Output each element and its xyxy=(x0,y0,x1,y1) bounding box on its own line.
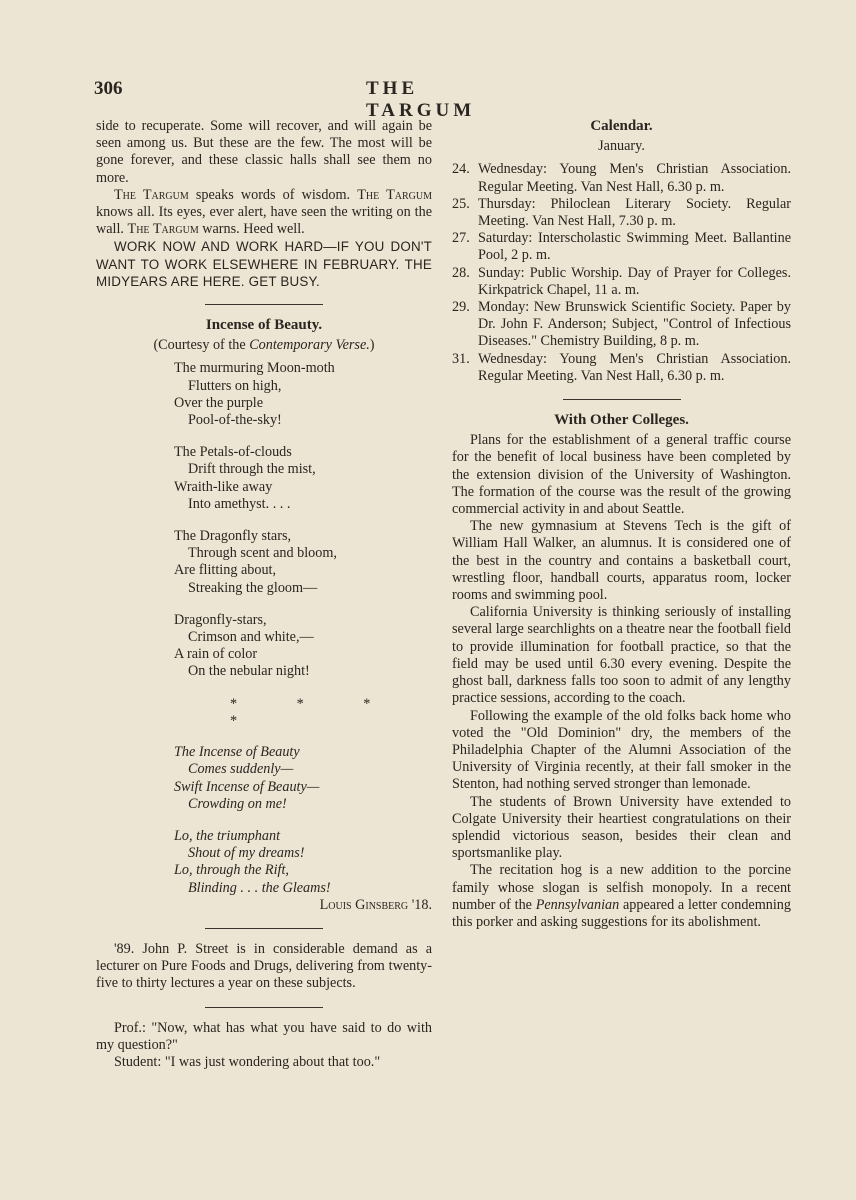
calendar-title: Calendar. xyxy=(590,118,653,134)
divider xyxy=(205,304,323,305)
alumni-note: '89. John P. Street is in considerable demand as a lecturer on Pure Foods and Drugs, delivering from twenty-five to thirty lectures a year on these subjects. xyxy=(96,940,432,992)
joke-prof: Prof.: "Now, what has what you have said to do with my question?" xyxy=(96,1019,432,1053)
section-stars: * * * * xyxy=(230,695,399,729)
page-number: 306 xyxy=(94,78,123,99)
calendar-text: Wednesday: Young Men's Christian Association. Regular Meeting. Van Nest Hall, 6.30 p. m. xyxy=(478,161,791,195)
calendar-date: 28. xyxy=(452,264,470,281)
poem-body xyxy=(174,360,432,896)
poem-line: Wraith-like away xyxy=(174,478,273,495)
poem-line: The Dragonfly stars, xyxy=(174,528,292,545)
right-column xyxy=(452,118,791,931)
joke-student: Student: "I was just wondering about that too." xyxy=(114,1053,381,1070)
poem-author: Louis Ginsberg '18. xyxy=(319,896,432,913)
calendar-date: 24. xyxy=(452,161,470,178)
poem-line: Comes suddenly— xyxy=(188,761,294,778)
page-header xyxy=(94,78,534,121)
poem-line: Crimson and white,— xyxy=(188,629,314,646)
calendar-month: January. xyxy=(598,138,645,155)
poem-line: The Petals-of-clouds xyxy=(174,444,292,461)
calendar-list xyxy=(452,161,791,385)
poem-line: Are flitting about, xyxy=(174,562,277,579)
calendar-entry xyxy=(452,265,791,299)
calendar-entry xyxy=(452,299,791,351)
poem-stanza xyxy=(174,360,432,429)
poem-line: Blinding . . . the Gleams! xyxy=(188,879,331,896)
targum-paragraph: The Targum speaks words of wisdom. The Targum knows all. Its eyes, ever alert, have seen the writing on the wall. The Targum warns. Heed well. xyxy=(96,186,432,238)
calendar-entry xyxy=(452,196,791,230)
poem-title: Incense of Beauty. xyxy=(205,317,323,334)
poem-line: Swift Incense of Beauty— xyxy=(174,778,320,795)
poem-courtesy: (Courtesy of the Contemporary Verse.) xyxy=(153,337,375,354)
intro-paragraph: side to recuperate. Some will recover, and will again be seen among us. But these are the few. The most will be gone forever, and these classic halls shall see them no more. xyxy=(96,118,432,186)
poem-stanza xyxy=(174,612,432,681)
calendar-text: Thursday: Philoclean Literary Society. Regular Meeting. Van Nest Hall, 7.30 p. m. xyxy=(478,195,791,230)
poem-line: Lo, through the Rift, xyxy=(174,862,289,879)
poem-line: The Incense of Beauty xyxy=(174,744,300,761)
divider xyxy=(205,1007,323,1008)
poem-line: A rain of color xyxy=(174,646,258,663)
poem-line: Through scent and bloom, xyxy=(188,545,337,562)
calendar-entry xyxy=(452,161,791,195)
colleges-paragraph: The students of Brown University have extended to Colgate University their heartiest congratulations on their splendid victorious season, besides their clean and sportsmanlike play. xyxy=(452,793,791,862)
poem-line: Flutters on high, xyxy=(188,377,282,394)
poem-line: Drift through the mist, xyxy=(188,461,316,478)
colleges-paragraph: The new gymnasium at Stevens Tech is the gift of William Hall Walker, an alumnus. It is considered one of the best in the country and contains a basketball court, wrestling floor, handball courts, apparatus room, locker rooms and swimming pool. xyxy=(452,518,791,604)
poem-line: Dragonfly-stars, xyxy=(174,611,267,628)
colleges-paragraph: Plans for the establishment of a general traffic course for the benefit of local business have been completed by the extension division of the University of Washington. The formation of the course was the result of the growing commercial activity in and about Seattle. xyxy=(452,432,791,518)
left-column xyxy=(96,118,432,1071)
poem-stanza xyxy=(174,528,432,597)
poem-line: The murmuring Moon-moth xyxy=(174,360,335,377)
calendar-date: 25. xyxy=(452,195,470,212)
divider xyxy=(563,399,681,400)
calendar-date: 29. xyxy=(452,299,470,316)
colleges-paragraph: California University is thinking seriously of installing several large searchlights on a theatre near the football field to provide illumination for football practice, so that the field may be used until 6.30 every evening. Despite the ghost ball, darkness falls too soon to admit of any lengthy practice sessions, according to the coach. xyxy=(452,604,791,707)
calendar-text: Sunday: Public Worship. Day of Prayer for Colleges. Kirkpatrick Chapel, 11 a. m. xyxy=(478,264,791,298)
poem-line: Crowding on me! xyxy=(188,795,287,812)
running-title: THE TARGUM xyxy=(366,78,476,121)
poem-line: Streaking the gloom— xyxy=(188,579,318,596)
poem-stanza xyxy=(174,828,432,897)
poem-line: Pool-of-the-sky! xyxy=(188,412,282,429)
calendar-entry xyxy=(452,230,791,264)
calendar-text: Saturday: Interscholastic Swimming Meet. Ballantine Pool, 2 p. m. xyxy=(478,230,791,264)
divider xyxy=(205,928,323,929)
poem-line: Over the purple xyxy=(174,394,264,411)
calendar-text: Wednesday: Young Men's Christian Association. Regular Meeting. Van Nest Hall, 6.30 p. m. xyxy=(478,350,791,384)
poem-line: Into amethyst. . . . xyxy=(188,495,291,512)
poem-stanza xyxy=(174,744,432,813)
colleges-paragraph: Following the example of the old folks back home who voted the "Old Dominion" dry, the members of the Philadelphia Chapter of the Alumni Association of the University of Virginia recently, at their fall smoker in the Stenton, had nothing served stronger than lemonade. xyxy=(452,707,791,793)
poem-line: Shout of my dreams! xyxy=(188,845,305,862)
colleges-title: With Other Colleges. xyxy=(554,412,689,429)
colleges-paragraph: The recitation hog is a new addition to the porcine family whose slogan is selfish monopoly. In a recent number of the Pennsylvanian appeared a letter condemning this porker and asking suggestions for its abolishment. xyxy=(452,862,791,930)
calendar-text: Monday: New Brunswick Scientific Society. Paper by Dr. John F. Anderson; Subject, "Control of Infectious Diseases." Chemistry Building, 8 p. m. xyxy=(478,299,791,350)
poem-stanza xyxy=(174,444,432,513)
warning-paragraph: WORK NOW AND WORK HARD—IF YOU DON'T WANT TO WORK ELSEWHERE IN FEBRUARY. THE MIDYEARS ARE HERE. GET BUSY. xyxy=(96,239,432,289)
calendar-date: 27. xyxy=(452,230,470,247)
calendar-entry xyxy=(452,351,791,385)
poem-line: On the nebular night! xyxy=(188,663,310,680)
calendar-date: 31. xyxy=(452,350,470,367)
poem-line: Lo, the triumphant xyxy=(174,827,281,844)
